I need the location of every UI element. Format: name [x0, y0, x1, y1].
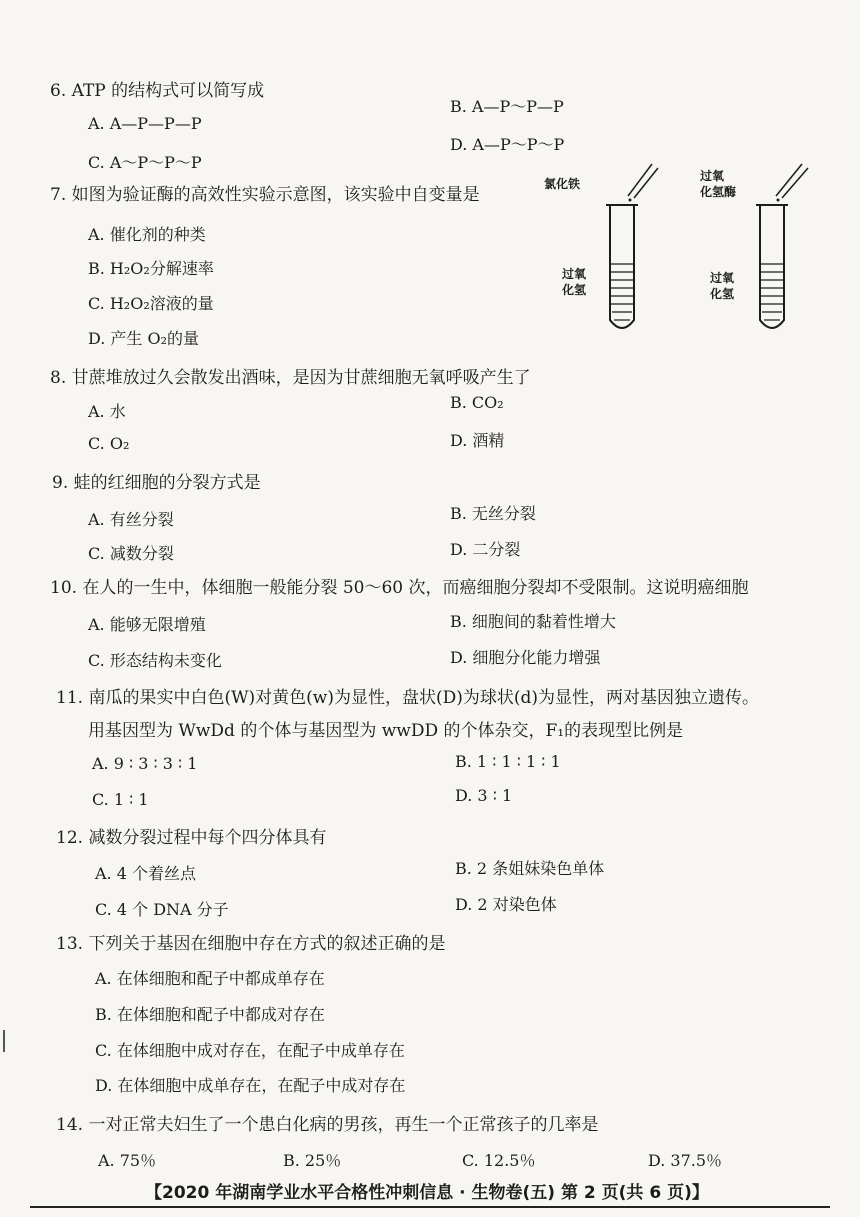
question-7-option-c: C. H₂O₂溶液的量	[88, 294, 214, 313]
question-10-stem: 10. 在人的一生中，体细胞一般能分裂 50～60 次，而癌细胞分裂却不受限制。这说明癌细胞	[50, 578, 749, 598]
question-14-option-a: A. 75％	[98, 1151, 157, 1170]
question-11-option-a: A. 9 ∶ 3 ∶ 3 ∶ 1	[92, 754, 198, 773]
question-12-option-a: A. 4 个着丝点	[95, 864, 196, 883]
question-13-option-d: D. 在体细胞中成单存在，在配子中成对存在	[95, 1076, 406, 1095]
question-11-option-d: D. 3 ∶ 1	[455, 786, 513, 805]
right-tube-label-line2: 化氢	[710, 287, 735, 301]
left-tube-label-line1: 过氧	[562, 267, 587, 281]
question-8-option-c: C. O₂	[88, 434, 130, 453]
question-11-option-c: C. 1 ∶ 1	[92, 790, 149, 809]
question-9-option-d: D. 二分裂	[450, 540, 521, 559]
left-test-tube	[606, 205, 638, 328]
question-9-option-b: B. 无丝分裂	[450, 504, 536, 523]
question-6-option-d: D. A—P～P～P	[450, 135, 565, 154]
question-8-option-d: D. 酒精	[450, 431, 505, 450]
question-12-stem: 12. 减数分裂过程中每个四分体具有	[56, 828, 327, 848]
question-8-option-b: B. CO₂	[450, 393, 504, 412]
question-9-option-a: A. 有丝分裂	[88, 510, 174, 529]
page-footer: 【2020 年湖南学业水平合格性冲刺信息 · 生物卷(五) 第 2 页(共 6 页)】	[145, 1183, 709, 1203]
question-13-stem: 13. 下列关于基因在细胞中存在方式的叙述正确的是	[56, 934, 446, 954]
question-12-option-c: C. 4 个 DNA 分子	[95, 900, 229, 919]
question-6-option-b: B. A—P～P—P	[450, 97, 564, 116]
left-tube-label-line2: 化氢	[562, 283, 587, 297]
question-6-option-c: C. A～P～P～P	[88, 153, 202, 172]
question-9-option-c: C. 减数分裂	[88, 544, 174, 563]
right-test-tube	[756, 205, 788, 328]
question-11-stem-line2: 用基因型为 WwDd 的个体与基因型为 wwDD 的个体杂交，F₁的表现型比例是	[88, 721, 684, 741]
question-12-option-b: B. 2 条姐妹染色单体	[455, 859, 605, 878]
question-9-stem: 9. 蛙的红细胞的分裂方式是	[52, 473, 261, 493]
question-11-option-b: B. 1 ∶ 1 ∶ 1 ∶ 1	[455, 752, 561, 771]
question-10-option-b: B. 细胞间的黏着性增大	[450, 612, 616, 631]
question-14-option-b: B. 25％	[283, 1151, 342, 1170]
question-6-option-a: A. A—P—P—P	[88, 114, 202, 133]
question-10-option-a: A. 能够无限增殖	[88, 615, 206, 634]
question-8-option-a: A. 水	[88, 402, 126, 421]
question-7-option-d: D. 产生 O₂的量	[88, 329, 200, 348]
left-reagent-label: 氯化铁	[544, 177, 581, 191]
footer-rule	[30, 1206, 830, 1208]
left-dropper-icon	[628, 164, 658, 202]
question-6-stem: 6. ATP 的结构式可以简写成	[50, 81, 265, 101]
right-tube-label-line1: 过氧	[710, 271, 735, 285]
margin-mark	[3, 1030, 5, 1052]
right-reagent-label-line1: 过氧	[700, 169, 725, 183]
right-reagent-label-line2: 化氢酶	[700, 185, 737, 199]
question-8-stem: 8. 甘蔗堆放过久会散发出酒味，是因为甘蔗细胞无氧呼吸产生了	[50, 368, 531, 388]
question-13-option-b: B. 在体细胞和配子中都成对存在	[95, 1005, 325, 1024]
question-14-option-d: D. 37.5％	[648, 1151, 723, 1170]
right-dropper-icon	[776, 164, 808, 202]
question-14-stem: 14. 一对正常夫妇生了一个患白化病的男孩，再生一个正常孩子的几率是	[56, 1115, 599, 1135]
question-7-stem: 7. 如图为验证酶的高效性实验示意图，该实验中自变量是	[50, 185, 480, 205]
enzyme-experiment-figure	[540, 160, 840, 350]
question-7-option-b: B. H₂O₂分解速率	[88, 259, 214, 278]
question-10-option-d: D. 细胞分化能力增强	[450, 648, 601, 667]
question-13-option-c: C. 在体细胞中成对存在，在配子中成单存在	[95, 1041, 405, 1060]
question-7-option-a: A. 催化剂的种类	[88, 225, 206, 244]
question-12-option-d: D. 2 对染色体	[455, 895, 557, 914]
question-10-option-c: C. 形态结构未变化	[88, 651, 222, 670]
question-14-option-c: C. 12.5％	[462, 1151, 536, 1170]
question-11-stem: 11. 南瓜的果实中白色(W)对黄色(w)为显性，盘状(D)为球状(d)为显性，两对基因独立遗传。	[56, 688, 760, 708]
question-13-option-a: A. 在体细胞和配子中都成单存在	[95, 969, 325, 988]
